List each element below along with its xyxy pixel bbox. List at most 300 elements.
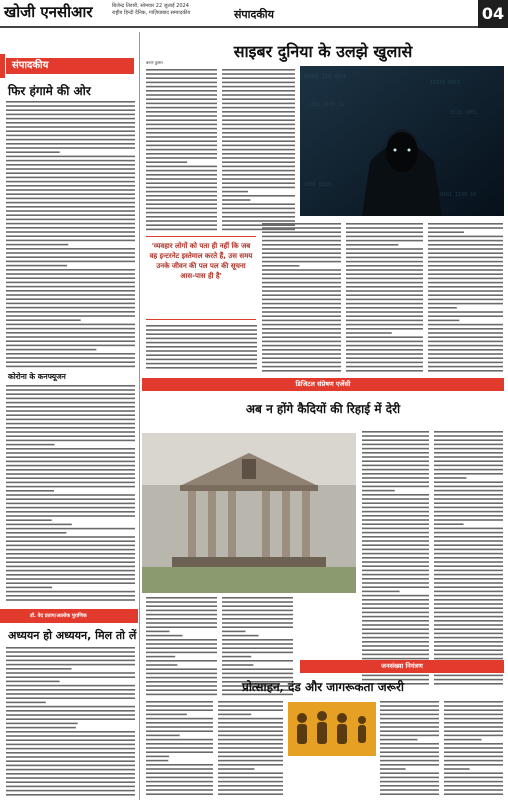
text-line (434, 523, 464, 525)
text-line (146, 111, 217, 113)
text-line (146, 785, 213, 787)
text-line (146, 664, 177, 666)
text-line (146, 639, 217, 641)
text-line (346, 341, 423, 343)
text-line (146, 195, 217, 197)
text-line (428, 349, 503, 351)
text-line (6, 261, 135, 263)
text-line (146, 103, 217, 105)
text-line (434, 498, 503, 500)
text-line (146, 772, 213, 774)
text-line (6, 240, 135, 242)
text-line (380, 735, 439, 737)
text-lines (6, 100, 136, 368)
text-line (146, 90, 217, 92)
text-line (146, 673, 217, 675)
text-line (346, 362, 423, 364)
text-line (262, 357, 341, 359)
text-line (362, 565, 429, 567)
text-line (222, 94, 295, 96)
text-line (6, 760, 135, 762)
text-line (6, 448, 135, 450)
text-line (380, 709, 439, 711)
text-line (146, 329, 257, 331)
text-line (146, 86, 217, 88)
text-line (362, 452, 429, 454)
text-line (434, 595, 503, 597)
text-line (6, 414, 135, 416)
dateline-sub: राष्ट्रीय हिन्दी दैनिक, गाज़ियाबाद सम्पादकीय (112, 10, 191, 16)
text-line (6, 660, 135, 662)
text-line (346, 315, 423, 317)
text-line (222, 668, 293, 670)
svg-text:1101 0100 11: 1101 0100 11 (308, 102, 345, 108)
text-line (222, 182, 295, 184)
text-lines (6, 384, 136, 604)
text-line (6, 311, 135, 313)
text-line (146, 722, 213, 724)
text-line (434, 439, 503, 441)
text-line (380, 756, 439, 758)
text-line (434, 641, 503, 643)
svg-text:1001 0110: 1001 0110 (304, 182, 332, 188)
text-line (6, 235, 135, 237)
section2-body-col4 (434, 430, 504, 688)
text-line (380, 777, 439, 779)
text-line (362, 456, 429, 458)
text-line (262, 320, 341, 322)
text-line (262, 231, 341, 233)
text-line (6, 545, 135, 547)
text-line (222, 631, 246, 633)
text-line (434, 519, 503, 521)
text-line (380, 793, 439, 795)
text-line (262, 303, 341, 305)
text-line (262, 315, 341, 317)
text-line (428, 345, 503, 347)
text-line (6, 109, 135, 111)
text-line (6, 664, 135, 666)
text-line (218, 747, 283, 749)
text-line (444, 735, 503, 737)
text-line (6, 549, 135, 551)
text-line (6, 528, 135, 530)
svg-text:01001 110 0101: 01001 110 0101 (304, 74, 347, 80)
section-label: संपादकीय (233, 8, 275, 21)
text-line (146, 705, 213, 707)
text-line (6, 349, 96, 351)
text-line (6, 735, 135, 737)
text-line (222, 203, 295, 205)
text-line (380, 751, 439, 753)
text-line (262, 257, 341, 259)
text-line (380, 789, 439, 791)
text-line (362, 570, 429, 572)
text-line (428, 353, 503, 355)
text-line (362, 628, 429, 630)
text-line (428, 240, 503, 242)
text-line (346, 311, 423, 313)
text-line (146, 610, 217, 612)
text-line (434, 582, 503, 584)
text-line (262, 227, 341, 229)
text-line (346, 336, 423, 338)
text-line (146, 709, 213, 711)
text-line (6, 189, 135, 191)
text-line (6, 357, 135, 359)
text-line (6, 139, 135, 141)
text-line (6, 595, 135, 597)
text-line (434, 536, 503, 538)
text-line (362, 641, 429, 643)
text-line (262, 362, 341, 364)
text-line (146, 743, 213, 745)
text-line (146, 153, 217, 155)
main-article-body-col1 (146, 68, 218, 232)
text-line (434, 473, 503, 475)
text-line (146, 631, 170, 633)
text-line (362, 444, 429, 446)
text-line (222, 132, 295, 134)
text-line (346, 227, 423, 229)
text-line (434, 645, 503, 647)
text-line (146, 789, 213, 791)
text-line (222, 124, 295, 126)
text-line (262, 332, 341, 334)
text-line (428, 231, 464, 233)
text-line (222, 656, 251, 658)
text-line (262, 223, 341, 225)
text-line (346, 370, 423, 372)
text-line (346, 299, 423, 301)
text-line (218, 751, 283, 753)
text-line (6, 298, 135, 300)
text-line (428, 227, 503, 229)
text-line (222, 622, 293, 624)
text-line (218, 777, 283, 779)
text-line (444, 701, 503, 703)
text-line (262, 248, 341, 250)
text-line (146, 350, 257, 352)
text-line (362, 486, 429, 488)
text-line (434, 654, 503, 656)
text-line (428, 311, 503, 313)
text-line (6, 435, 135, 437)
text-line (218, 701, 283, 703)
text-line (146, 618, 217, 620)
text-line (6, 515, 135, 517)
section3-body-col4 (444, 700, 504, 798)
text-line (428, 362, 503, 364)
hacker-figure-icon (300, 66, 504, 216)
text-line (444, 764, 503, 766)
text-line (222, 115, 295, 117)
text-line (428, 244, 503, 246)
section3-band: जनसंख्या नियंत्रण (300, 660, 504, 673)
text-line (222, 635, 259, 637)
text-line (428, 273, 503, 275)
left-section-header: संपादकीय (6, 58, 134, 74)
text-lines (346, 222, 424, 372)
text-line (362, 490, 395, 492)
text-line (444, 730, 503, 732)
text-line (428, 278, 503, 280)
text-line (218, 730, 283, 732)
text-line (146, 751, 213, 753)
population-graphic (288, 702, 376, 756)
text-line (434, 532, 503, 534)
text-line (222, 605, 293, 607)
text-line (146, 367, 257, 369)
left-article-body-2 (6, 384, 136, 604)
text-line (146, 714, 187, 716)
text-line (6, 570, 135, 572)
text-line (362, 532, 429, 534)
text-line (146, 124, 217, 126)
text-line (146, 793, 213, 795)
text-line (146, 614, 217, 616)
text-line (428, 294, 503, 296)
text-line (6, 202, 135, 204)
text-line (146, 157, 217, 159)
text-line (146, 77, 217, 79)
svg-text:10110 0011: 10110 0011 (430, 80, 461, 86)
text-line (222, 140, 295, 142)
text-line (6, 273, 135, 275)
text-line (380, 760, 439, 762)
text-line (6, 303, 135, 305)
text-line (6, 147, 135, 149)
text-line (222, 216, 295, 218)
text-line (6, 248, 135, 250)
text-line (6, 366, 135, 368)
text-line (428, 257, 503, 259)
text-line (6, 185, 135, 187)
text-line (434, 456, 503, 458)
text-line (262, 269, 341, 271)
text-line (218, 756, 283, 758)
masthead (0, 0, 508, 28)
text-line (146, 149, 217, 151)
text-line (380, 764, 439, 766)
text-line (434, 502, 503, 504)
text-line (6, 172, 135, 174)
text-line (6, 794, 135, 796)
text-line (434, 633, 503, 635)
text-line (362, 460, 429, 462)
text-line (146, 601, 217, 603)
text-line (346, 290, 423, 292)
text-line (6, 419, 135, 421)
text-line (6, 486, 135, 488)
text-line (222, 187, 295, 189)
text-line (6, 130, 135, 132)
text-line (380, 714, 439, 716)
text-line (218, 735, 283, 737)
text-line (428, 357, 503, 359)
supreme-court-photo (142, 433, 356, 593)
text-line (222, 82, 295, 84)
text-line (362, 435, 429, 437)
text-line (146, 735, 180, 737)
text-line (346, 332, 392, 334)
text-line (6, 752, 135, 754)
text-line (6, 574, 135, 576)
text-line (428, 282, 503, 284)
people-icon (288, 702, 376, 756)
text-line (6, 744, 135, 746)
text-line (6, 361, 135, 363)
text-line (362, 599, 429, 601)
text-line (444, 768, 470, 770)
text-line (362, 519, 429, 521)
text-line (428, 336, 503, 338)
text-line (146, 764, 213, 766)
text-line (146, 220, 217, 222)
text-lines (6, 646, 136, 796)
text-line (262, 370, 341, 372)
text-line (346, 294, 423, 296)
text-line (6, 282, 135, 284)
text-line (346, 278, 423, 280)
text-line (262, 278, 341, 280)
left-subhead: कोरोना के कनफ्यूजन (8, 372, 66, 381)
left-article-body-3 (6, 646, 136, 796)
text-line (6, 294, 135, 296)
pull-quote: 'व्यवहार लोगों को पता ही नहीं कि जब वह इन्टरनेट इस्तेमाल करते हैं, उस समय उनके जीवन की पल पल की सूचना आस-पास ही है' (146, 236, 256, 320)
section3-body-col1 (146, 700, 214, 798)
text-line (222, 161, 295, 163)
text-line (6, 164, 135, 166)
text-line (262, 349, 341, 351)
text-line (222, 170, 295, 172)
text-line (362, 633, 429, 635)
text-line (222, 145, 295, 147)
text-line (6, 227, 135, 229)
text-line (6, 672, 135, 674)
left-author-band: डॉ. वेद प्रताप/आलोक पुराणिक (0, 609, 138, 623)
text-line (146, 346, 257, 348)
text-line (6, 277, 135, 279)
text-line (222, 195, 295, 197)
text-line (428, 236, 503, 238)
main-byline: बरुण कुमार (146, 60, 163, 65)
text-line (380, 743, 439, 745)
text-line (362, 465, 429, 467)
text-line (6, 324, 135, 326)
text-line (222, 128, 295, 130)
text-line (262, 244, 341, 246)
text-line (362, 586, 429, 588)
text-line (6, 269, 135, 271)
text-line (444, 722, 503, 724)
text-line (218, 705, 283, 707)
text-line (6, 444, 55, 446)
column-divider (139, 32, 140, 800)
text-line (6, 328, 135, 330)
text-line (146, 354, 257, 356)
text-line (222, 643, 293, 645)
text-line (262, 290, 341, 292)
text-line (146, 739, 213, 741)
text-line (6, 265, 67, 267)
text-line (362, 620, 429, 622)
text-line (428, 286, 503, 288)
text-line (146, 208, 217, 210)
text-line (6, 731, 135, 733)
text-line (6, 286, 135, 288)
text-line (434, 570, 503, 572)
text-line (428, 366, 503, 368)
text-line (6, 693, 135, 695)
text-line (6, 385, 135, 387)
text-line (362, 523, 429, 525)
text-line (362, 591, 400, 593)
text-line (146, 94, 217, 96)
text-line (146, 652, 217, 654)
text-line (6, 599, 135, 601)
text-line (346, 257, 423, 259)
text-line (146, 781, 213, 783)
text-line (362, 654, 429, 656)
text-line (346, 353, 423, 355)
text-line (6, 118, 135, 120)
text-lines (262, 222, 342, 372)
text-line (346, 345, 423, 347)
text-line (146, 182, 217, 184)
text-line (6, 210, 135, 212)
main-headline: साइबर दुनिया के उलझे खुलासे (233, 42, 413, 61)
text-line (362, 536, 429, 538)
text-line (262, 324, 341, 326)
text-line (6, 156, 135, 158)
text-line (6, 477, 135, 479)
text-line (444, 785, 503, 787)
text-line (6, 557, 135, 559)
text-line (444, 726, 503, 728)
text-line (6, 524, 72, 526)
text-line (218, 789, 283, 791)
text-line (6, 790, 135, 792)
section2-body-col3 (362, 430, 430, 688)
text-line (434, 435, 503, 437)
text-line (428, 320, 459, 322)
text-line (362, 515, 429, 517)
text-line (6, 587, 52, 589)
text-line (262, 345, 341, 347)
text-line (222, 626, 293, 628)
text-line (262, 353, 341, 355)
text-line (222, 610, 293, 612)
text-line (218, 722, 283, 724)
text-line (146, 647, 217, 649)
text-line (428, 303, 503, 305)
text-line (146, 82, 217, 84)
text-line (434, 620, 503, 622)
text-line (218, 772, 283, 774)
text-line (362, 507, 429, 509)
text-line (362, 494, 429, 496)
text-line (146, 668, 217, 670)
text-line (6, 681, 60, 683)
text-line (262, 299, 341, 301)
text-line (434, 494, 503, 496)
text-line (362, 481, 429, 483)
text-line (380, 701, 439, 703)
text-line (362, 473, 429, 475)
text-line (346, 265, 423, 267)
text-line (444, 705, 503, 707)
